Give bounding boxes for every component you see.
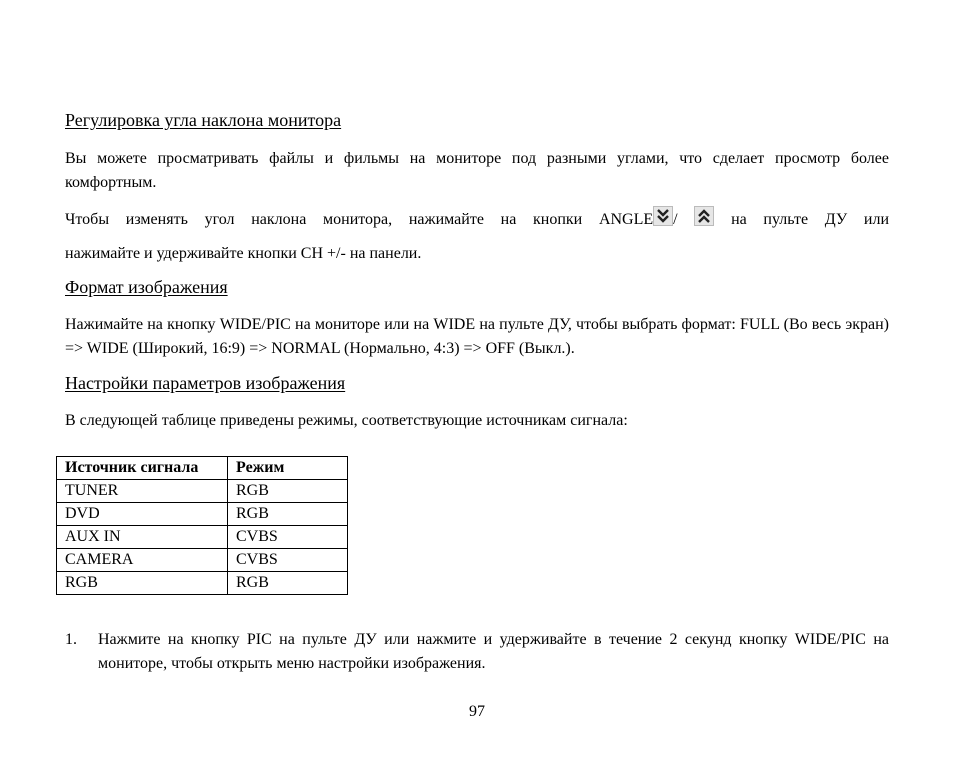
table-cell-source: AUX IN <box>57 526 228 549</box>
table-row <box>57 503 348 526</box>
paragraph-tilt-intro: Вы можете просматривать файлы и фильмы на мониторе под разными углами, что сделает просмотр более комфортным. <box>65 150 889 191</box>
tilt-text-slash: / <box>673 211 678 228</box>
tilt-text-before: Чтобы изменять угол наклона монитора, нажимайте на кнопки ANGLE <box>65 211 654 228</box>
table-cell-source: DVD <box>57 503 228 526</box>
list-item <box>65 628 889 676</box>
table-cell-source: TUNER <box>57 480 228 503</box>
section-heading-tilt: Регулировка угла наклона монитора <box>65 110 342 130</box>
double-chevron-down-icon <box>653 206 673 226</box>
table-cell-source: CAMERA <box>57 549 228 572</box>
tilt-instructions-line1 <box>65 206 889 233</box>
table-cell-mode: CVBS <box>228 549 348 572</box>
table-row <box>57 572 348 595</box>
paragraph-settings: В следующей таблице приведены режимы, соответствующие источникам сигнала: <box>65 412 628 429</box>
list-item-number: 1. <box>65 631 77 648</box>
paragraph-tilt-instructions <box>65 206 889 267</box>
table-cell-source: RGB <box>57 572 228 595</box>
double-chevron-up-icon <box>694 206 714 226</box>
section-heading-settings: Настройки параметров изображения <box>65 373 346 393</box>
table-header-source: Источник сигнала <box>57 457 228 480</box>
table-cell-mode: RGB <box>228 503 348 526</box>
section-heading-format: Формат изображения <box>65 277 228 297</box>
document-page <box>65 0 889 781</box>
tilt-text-after: на пульте ДУ или <box>731 211 890 228</box>
signal-mode-table <box>56 456 348 595</box>
paragraph-format: Нажимайте на кнопку WIDE/PIC на мониторе или на WIDE на пульте ДУ, чтобы выбрать формат: FULL (Во весь экран) => WIDE (Широкий, 16:9) => NORMAL (Нормально, 4:3) => OFF (Выкл.). <box>65 316 889 357</box>
list-item-text: Нажмите на кнопку PIC на пульте ДУ или нажмите и удерживайте в течение 2 секунд кнопку WIDE/PIC на мониторе, чтобы открыть меню настройки изображения. <box>98 631 889 672</box>
page-number: 97 <box>469 703 485 720</box>
tilt-instructions-line2: нажимайте и удерживайте кнопки CH +/- на панели. <box>65 245 422 262</box>
table-header-mode: Режим <box>228 457 348 480</box>
table-cell-mode: RGB <box>228 572 348 595</box>
table-row <box>57 480 348 503</box>
table-row <box>57 549 348 572</box>
table-cell-mode: CVBS <box>228 526 348 549</box>
table-row <box>57 526 348 549</box>
table-cell-mode: RGB <box>228 480 348 503</box>
table-header-row <box>57 457 348 480</box>
